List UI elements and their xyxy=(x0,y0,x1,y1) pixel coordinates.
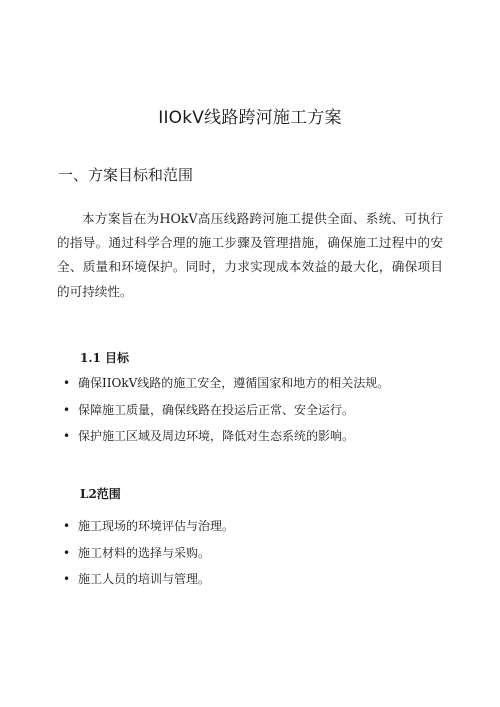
list-item-text: 施工现场的环境评估与治理。 xyxy=(78,519,235,533)
intro-paragraph: 本方案旨在为HOkV高压线路跨河施工提供全面、系统、可执行的指导。通过科学合理的施工步骤及管理措施，确保施工过程中的安全、质量和环境保护。同时，力求实现成本效益的最大化，确保项目的可持续性。 xyxy=(57,211,443,299)
bullet-icon: • xyxy=(63,429,71,443)
bullet-icon: • xyxy=(63,402,71,417)
list-item-text: 保障施工质量，确保线路在投运后正常、安全运行。 xyxy=(78,402,355,417)
bullet-icon: • xyxy=(63,572,71,586)
list-item-text: 确保IIOkV线路的施工安全，遵循国家和地方的相关法规。 xyxy=(78,376,390,390)
subheading-scope: L2范围 xyxy=(80,487,121,501)
list-item-text: 施工人员的培训与管理。 xyxy=(78,572,211,586)
list-item xyxy=(63,571,234,598)
bullet-icon: • xyxy=(63,545,71,560)
scope-list xyxy=(63,518,234,598)
list-item xyxy=(63,375,389,402)
document-title: IIOkV线路跨河施工方案 xyxy=(158,108,342,128)
list-item xyxy=(63,428,389,455)
section-heading-objectives-scope: 一、方案目标和范围 xyxy=(58,166,194,184)
list-item-text: 施工材料的选择与采购。 xyxy=(78,545,211,560)
bullet-icon: • xyxy=(63,519,71,533)
goals-list xyxy=(63,375,389,455)
list-item xyxy=(63,402,389,429)
subheading-goals: 1.1 目标 xyxy=(80,351,130,365)
list-item xyxy=(63,518,234,545)
list-item xyxy=(63,545,234,572)
bullet-icon: • xyxy=(63,376,71,390)
list-item-text: 保护施工区域及周边环境，降低对生态系统的影响。 xyxy=(78,429,355,443)
